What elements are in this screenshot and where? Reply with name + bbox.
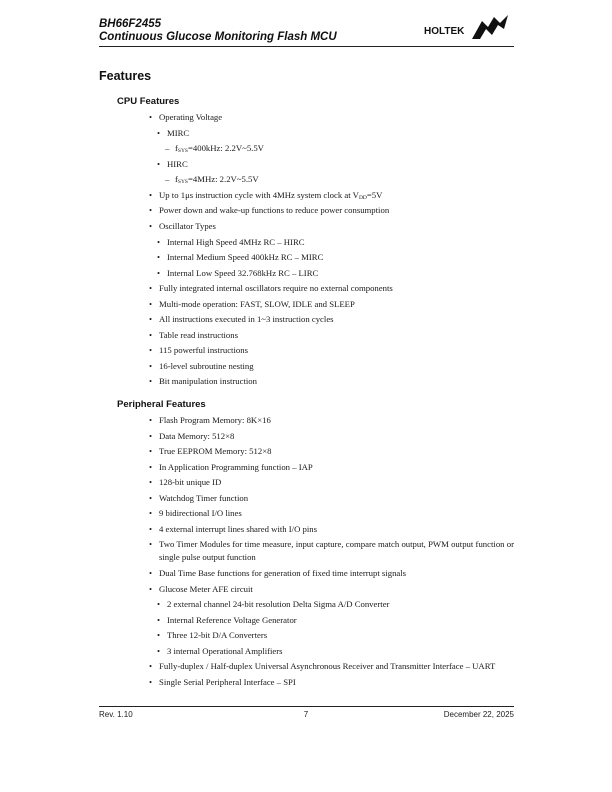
list-item: • Internal High Speed 4MHz RC – HIRC: [157, 237, 305, 247]
revision-label: Rev. 1.10: [99, 710, 133, 719]
list-item: • True EEPROM Memory: 512×8: [149, 446, 272, 456]
logo-text: HOLTEK: [424, 26, 465, 37]
list-item: – $f_{SYS}=4MHz$: 2.2V~5.5V: [165, 174, 259, 185]
list-item: • MIRC: [157, 128, 190, 138]
list-item: • Table read instructions: [149, 330, 239, 340]
list-item: • Internal Low Speed 32.768kHz RC – LIRC: [157, 268, 319, 278]
holtek-logo: [422, 13, 514, 43]
list-item: • All instructions executed in 1~3 instruction cycles: [149, 314, 334, 324]
page-number: 7: [303, 710, 309, 719]
list-item: • Dual Time Base functions for generation of fixed time interrupt signals: [149, 568, 407, 578]
list-item: • Oscillator Types: [149, 221, 216, 231]
list-item: • Internal Medium Speed 400kHz RC – MIRC: [157, 252, 324, 262]
list-item: • In Application Programming function – IAP: [149, 462, 313, 472]
list-item: • Internal Reference Voltage Generator: [157, 615, 297, 625]
list-item: • Two Timer Modules for time measure, input capture, compare match output, PWM output function or single pulse output function: [149, 539, 514, 562]
list-item: • Data Memory: 512×8: [149, 431, 235, 441]
list-item: • HIRC: [157, 159, 188, 169]
list-item: • 128-bit unique ID: [149, 477, 222, 487]
list-item: • Operating Voltage: [149, 112, 223, 122]
list-item: • Flash Program Memory: 8K×16: [149, 415, 271, 425]
list-item: • Three 12-bit D/A Converters: [157, 630, 268, 640]
list-item: • Glucose Meter AFE circuit: [149, 584, 253, 594]
peripheral-features-heading: Peripheral Features: [117, 399, 206, 410]
list-item: – $f_{SYS}=400kHz$: 2.2V~5.5V: [165, 143, 264, 154]
list-item: • 3 internal Operational Amplifiers: [157, 646, 283, 656]
list-item: • Power down and wake-up functions to reduce power consumption: [149, 205, 390, 215]
list-item: • 16-level subroutine nesting: [149, 361, 254, 371]
footer-rule: [99, 706, 514, 707]
list-item: • Up to 1μs instruction cycle with 4MHz system clock at $V_{DD}=5V$: [149, 190, 383, 201]
part-number: BH66F2455: [99, 18, 162, 30]
list-item: • 4 external interrupt lines shared with I/O pins: [149, 524, 318, 534]
list-item: • Bit manipulation instruction: [149, 376, 257, 386]
list-item: • Multi-mode operation: FAST, SLOW, IDLE and SLEEP: [149, 299, 355, 309]
list-item: • Fully-duplex / Half-duplex Universal Asynchronous Receiver and Transmitter Interface – UART: [149, 661, 496, 671]
list-item: • Single Serial Peripheral Interface – SPI: [149, 677, 296, 687]
list-item: • Watchdog Timer function: [149, 493, 249, 503]
list-item: • 115 powerful instructions: [149, 345, 248, 355]
page-title: Features: [99, 69, 152, 83]
list-item: • 2 external channel 24-bit resolution Delta Sigma A/D Converter: [157, 599, 390, 609]
footer-date: December 22, 2025: [443, 710, 514, 719]
cpu-features-heading: CPU Features: [117, 96, 180, 107]
list-item: • 9 bidirectional I/O lines: [149, 508, 242, 518]
page-header: [99, 18, 514, 48]
document-subtitle: Continuous Glucose Monitoring Flash MCU: [99, 31, 337, 43]
list-item: • Fully integrated internal oscillators require no external components: [149, 283, 393, 293]
header-rule: [99, 46, 514, 47]
